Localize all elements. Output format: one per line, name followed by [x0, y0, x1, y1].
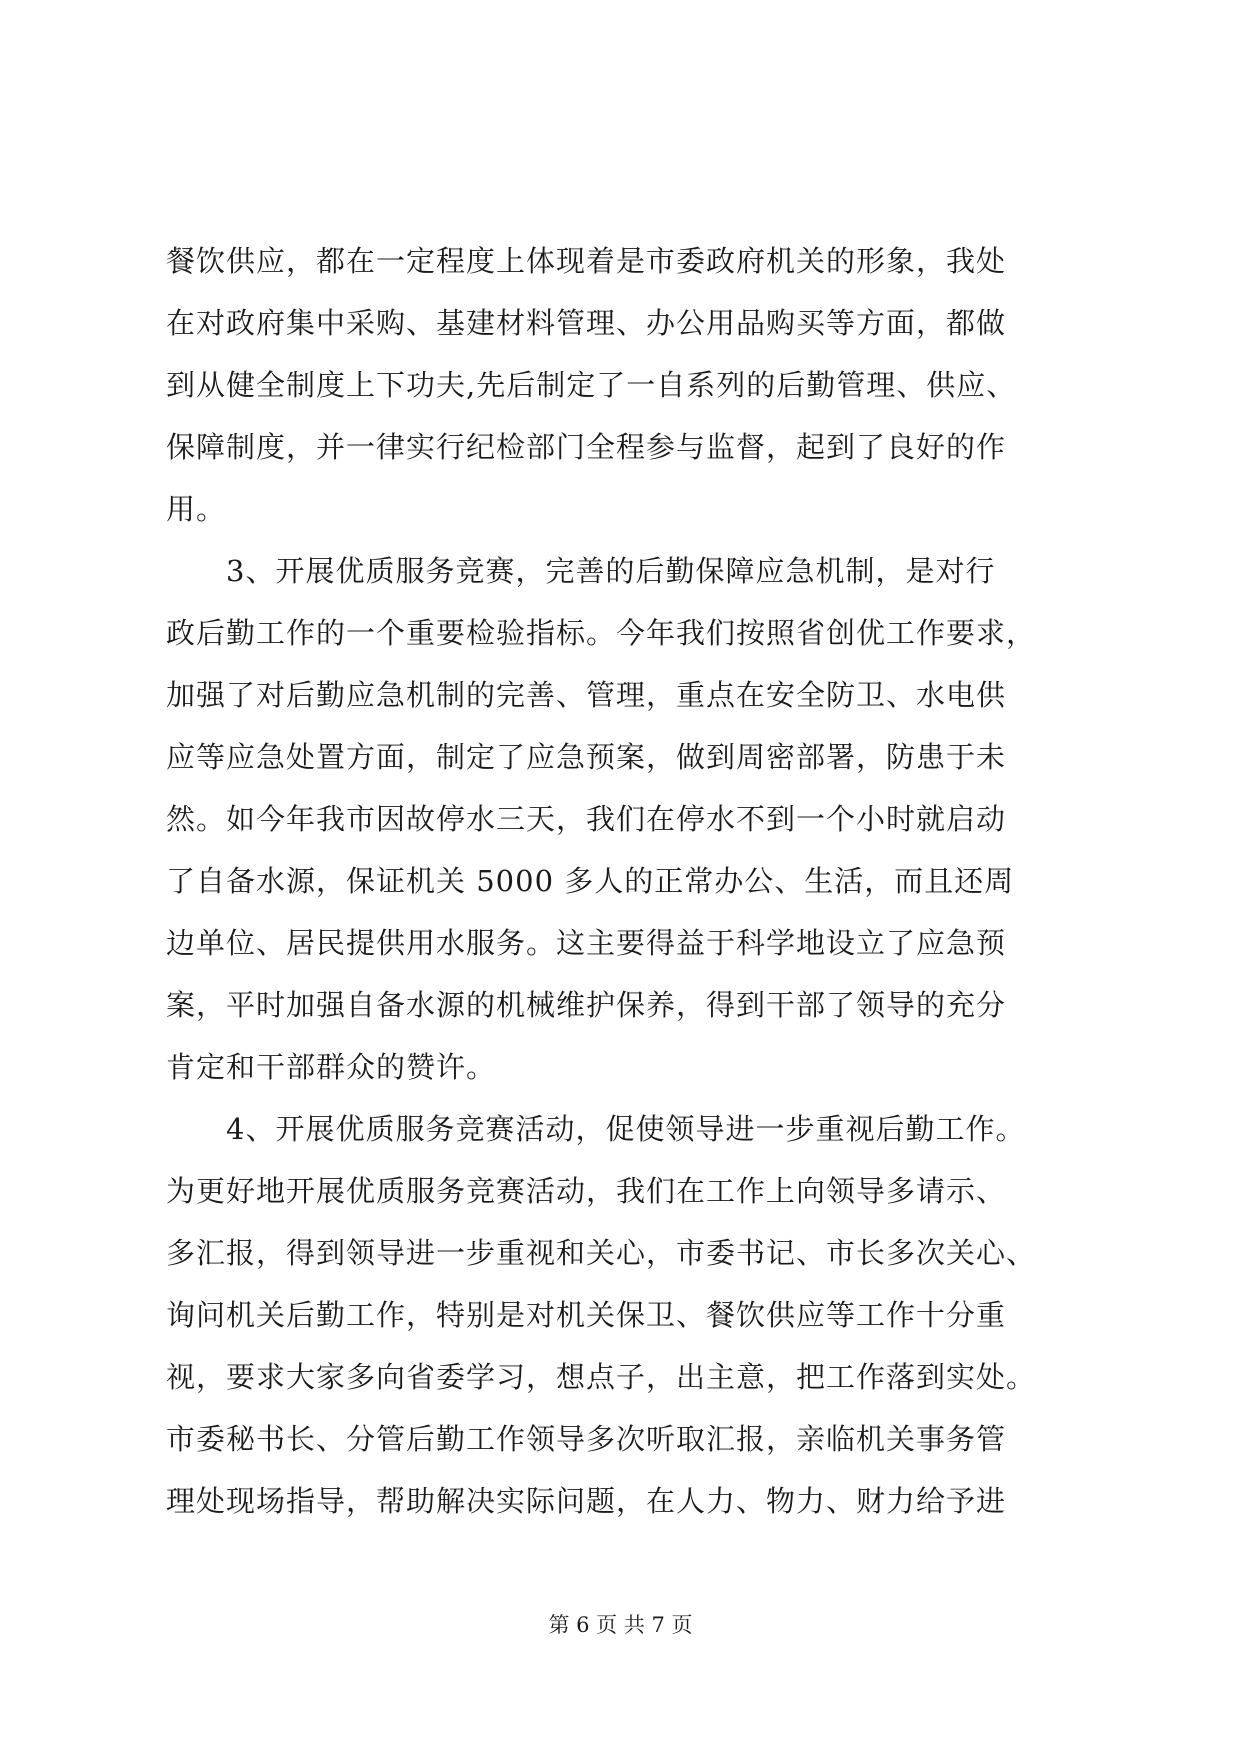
body-line: 视，要求大家多向省委学习，想点子，出主意，把工作落到实处。 — [166, 1360, 1037, 1394]
body-line: 市委秘书长、分管后勤工作领导多次听取汇报，亲临机关事务管 — [166, 1422, 1007, 1456]
body-line: 3、开展优质服务竞赛，完善的后勤保障应急机制，是对行 — [166, 554, 996, 588]
body-line: 加强了对后勤应急机制的完善、管理，重点在安全防卫、水电供 — [166, 678, 1007, 712]
body-line: 然。如今年我市因故停水三天，我们在停水不到一个小时就启动 — [166, 802, 1007, 836]
body-line: 边单位、居民提供用水服务。这主要得益于科学地设立了应急预 — [166, 926, 1007, 960]
body-text — [166, 230, 1076, 1532]
body-line: 应等应急处置方面，制定了应急预案，做到周密部署，防患于未 — [166, 740, 1007, 774]
page-footer — [0, 1610, 1241, 1640]
body-line: 政后勤工作的一个重要检验指标。今年我们按照省创优工作要求， — [166, 616, 1037, 650]
body-line: 餐饮供应，都在一定程度上体现着是市委政府机关的形象，我处 — [166, 244, 1007, 278]
body-line: 用。 — [166, 492, 227, 526]
body-line: 肯定和干部群众的赞许。 — [166, 1050, 497, 1084]
body-line: 在对政府集中采购、基建材料管理、办公用品购买等方面，都做 — [166, 306, 1007, 340]
body-line: 保障制度，并一律实行纪检部门全程参与监督，起到了良好的作 — [166, 430, 1007, 464]
body-line: 询问机关后勤工作，特别是对机关保卫、餐饮供应等工作十分重 — [166, 1298, 1007, 1332]
body-line: 为更好地开展优质服务竞赛活动，我们在工作上向领导多请示、 — [166, 1174, 1007, 1208]
body-line: 了自备水源，保证机关 5000 多人的正常办公、生活，而且还周 — [166, 864, 1015, 898]
body-line: 案，平时加强自备水源的机械维护保养，得到干部了领导的充分 — [166, 988, 1007, 1022]
body-line: 理处现场指导，帮助解决实际问题，在人力、物力、财力给予进 — [166, 1484, 1007, 1518]
page-indicator: 第 6 页 共 7 页 — [548, 1613, 693, 1637]
body-line: 到从健全制度上下功夫,先后制定了一自系列的后勤管理、供应、 — [166, 368, 1017, 402]
body-line: 4、开展优质服务竞赛活动，促使领导进一步重视后勤工作。 — [166, 1112, 1026, 1146]
body-line: 多汇报，得到领导进一步重视和关心，市委书记、市长多次关心、 — [166, 1236, 1037, 1270]
